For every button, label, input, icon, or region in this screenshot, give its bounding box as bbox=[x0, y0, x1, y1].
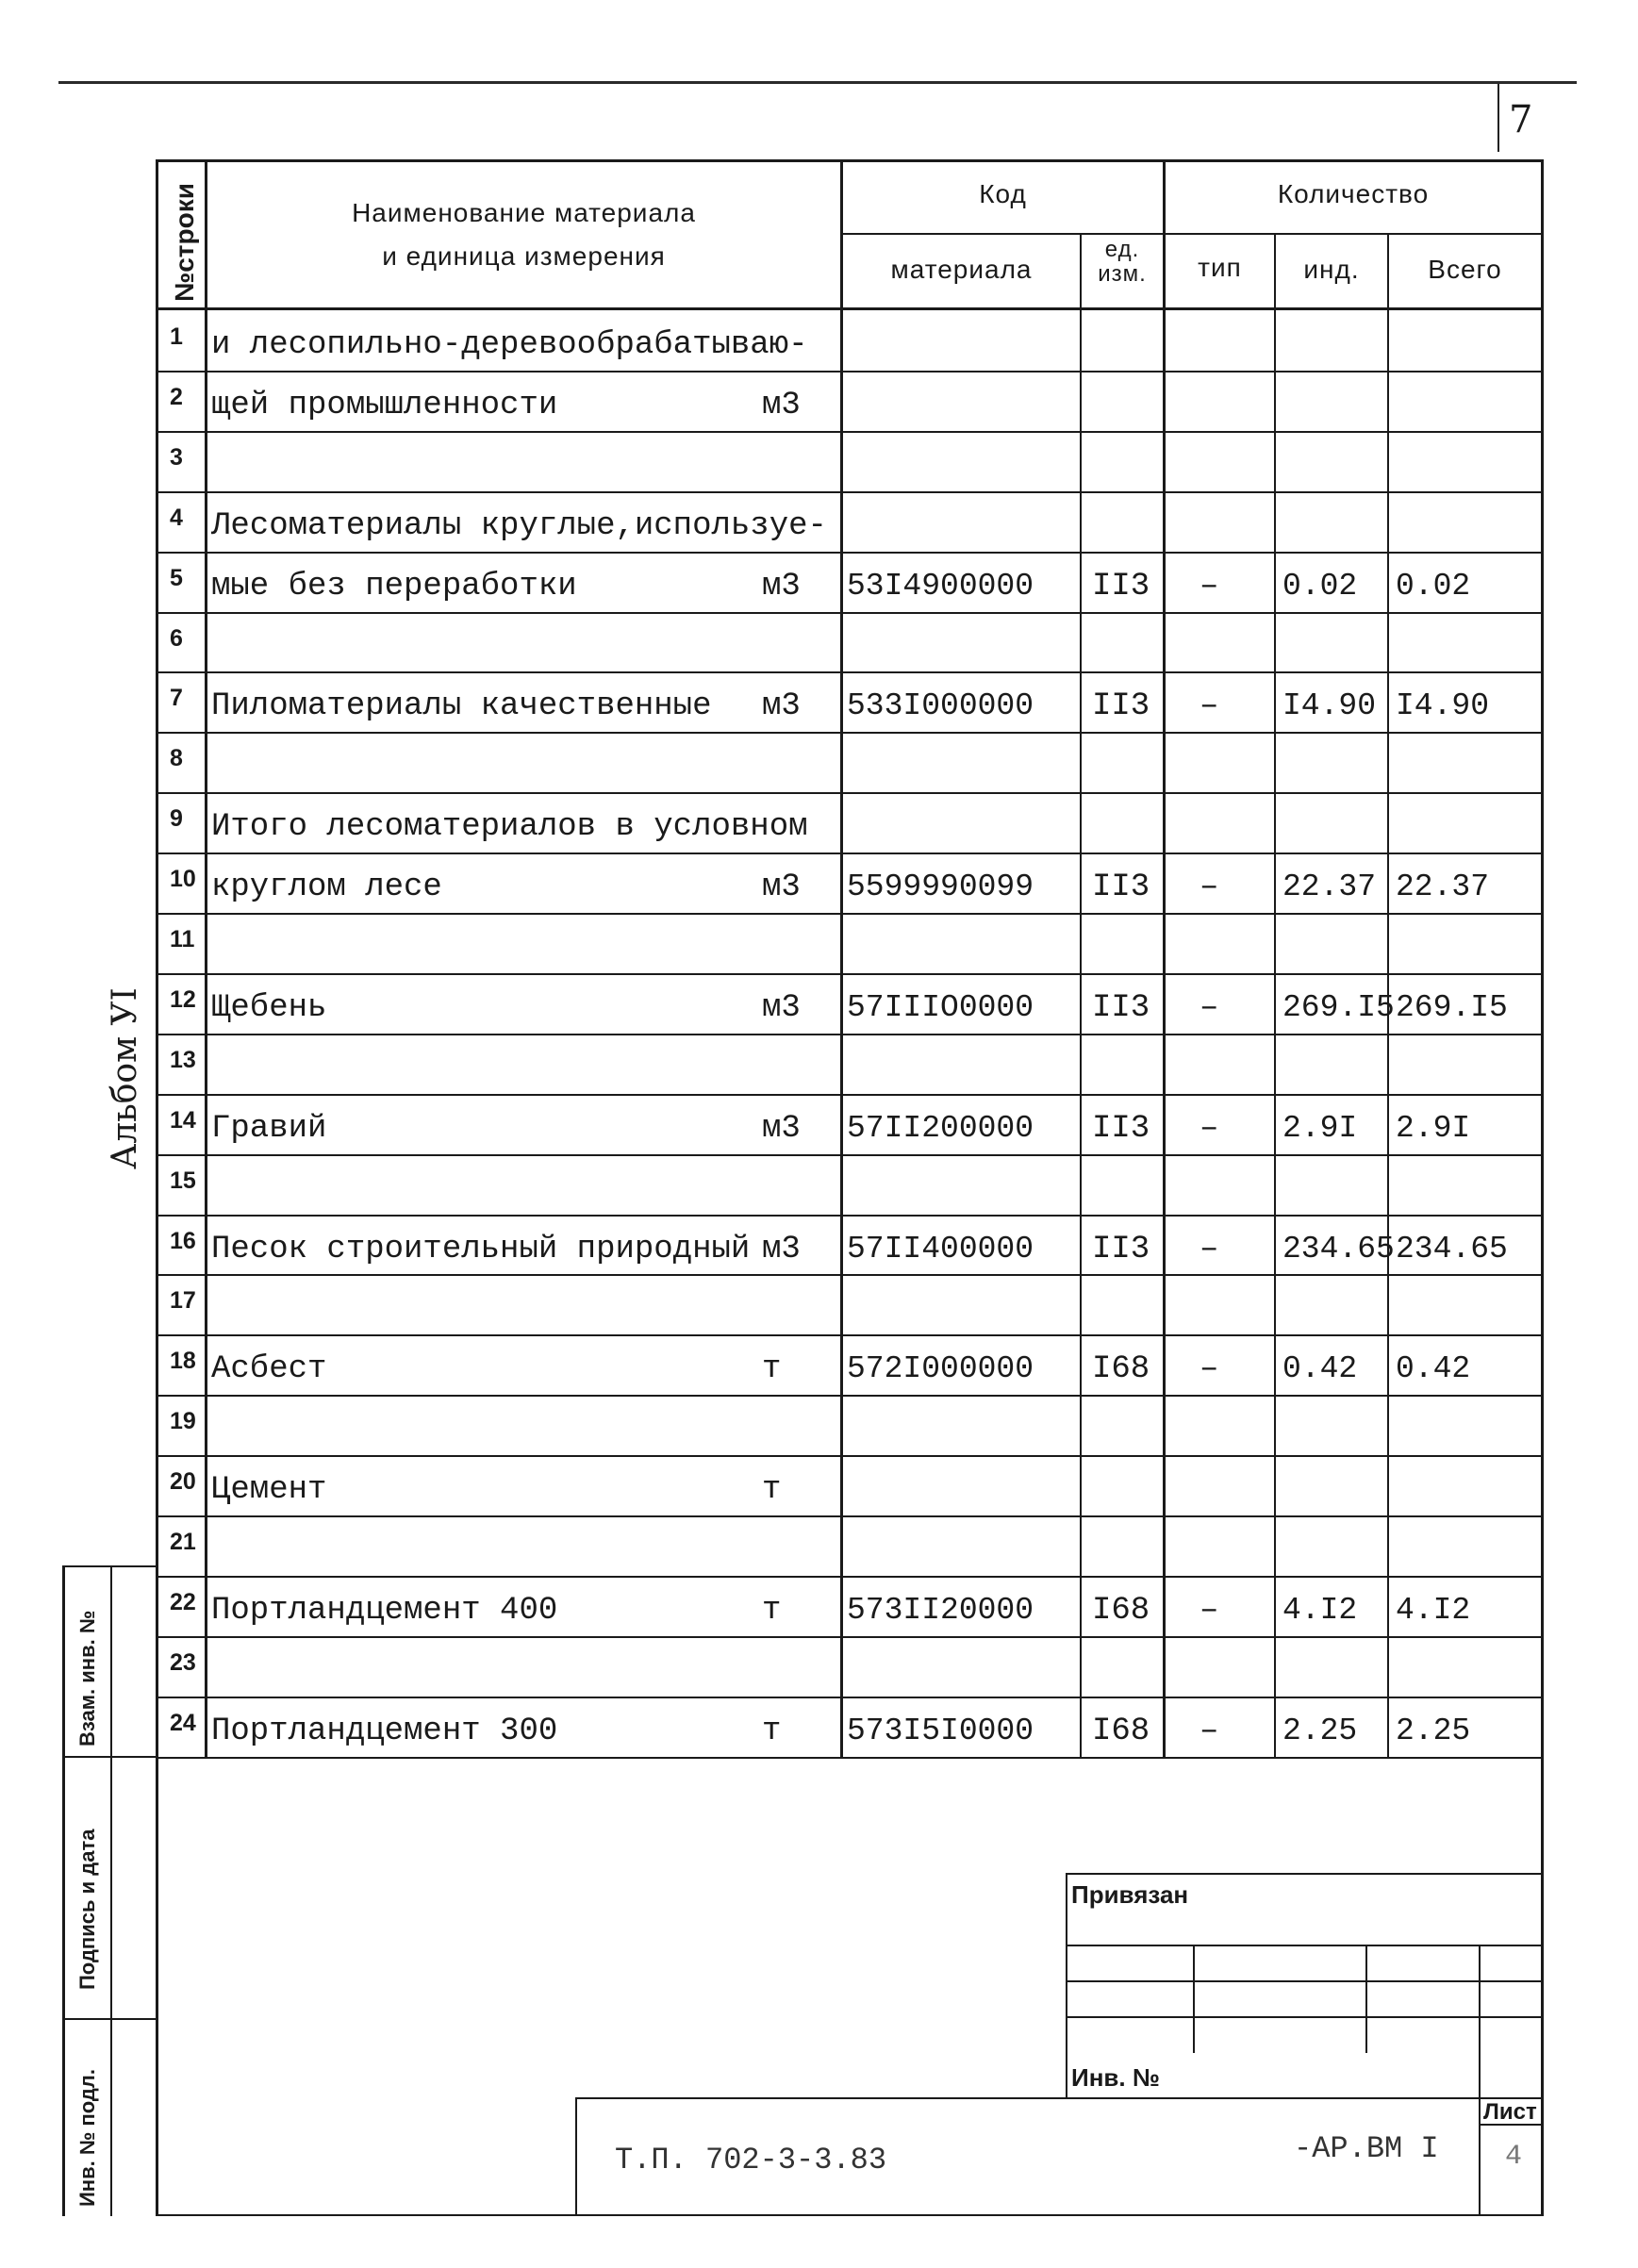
row-ind: 22.37 bbox=[1282, 869, 1377, 904]
tb-main-top bbox=[575, 2097, 1544, 2099]
stamp-line-2 bbox=[62, 2018, 157, 2020]
col-sep-name bbox=[840, 159, 843, 1758]
stamp-line-1 bbox=[62, 1756, 157, 1758]
row-name: Щебень bbox=[211, 990, 327, 1026]
row-line bbox=[156, 1636, 1544, 1638]
table-right-border bbox=[1541, 159, 1544, 1758]
frame-right-lower bbox=[1541, 1756, 1544, 2216]
row-type: – bbox=[1200, 688, 1219, 724]
row-unit-code: I68 bbox=[1092, 1351, 1150, 1387]
col-sep-code bbox=[1080, 233, 1082, 1758]
row-name: Асбест bbox=[211, 1351, 327, 1387]
tb-doc-code: Т.П. 702-3-3.83 bbox=[615, 2143, 887, 2177]
row-code: 57II400000 bbox=[847, 1232, 1034, 1266]
row-code: 53I4900000 bbox=[847, 569, 1034, 604]
row-code: 573II20000 bbox=[847, 1593, 1034, 1628]
row-line bbox=[156, 1515, 1544, 1517]
row-unit-code: II3 bbox=[1092, 869, 1150, 905]
album-label: Альбом УI bbox=[106, 987, 144, 1169]
row-name: Портландцемент 400 bbox=[211, 1593, 558, 1629]
row-unit-code: I68 bbox=[1092, 1713, 1150, 1749]
col-sep-type bbox=[1274, 233, 1276, 1758]
row-number: 1 bbox=[170, 323, 183, 350]
row-line bbox=[156, 431, 1544, 433]
header-bottom-border bbox=[156, 307, 1544, 310]
row-total: 269.I5 bbox=[1396, 990, 1508, 1025]
row-line bbox=[156, 612, 1544, 614]
top-rule bbox=[58, 81, 1577, 84]
row-unit-code: I68 bbox=[1092, 1593, 1150, 1629]
row-unit: т bbox=[762, 1593, 782, 1629]
row-number: 3 bbox=[170, 444, 183, 471]
tb-main-left bbox=[575, 2097, 577, 2214]
row-type: – bbox=[1200, 1593, 1219, 1629]
row-ind: 4.I2 bbox=[1282, 1593, 1358, 1628]
row-line bbox=[156, 671, 1544, 673]
stamp-podpis-data: Подпись и дата bbox=[75, 1829, 99, 1990]
stamp-vzam-inv: Взам. инв. № bbox=[75, 1610, 99, 1747]
row-code: 5599990099 bbox=[847, 869, 1034, 904]
tb-doc-suffix: -АР.ВМ I bbox=[1294, 2131, 1439, 2166]
row-name: мые без переработки bbox=[211, 569, 577, 604]
row-number: 20 bbox=[170, 1468, 196, 1495]
row-total: 0.42 bbox=[1396, 1351, 1471, 1386]
row-code: 533I000000 bbox=[847, 688, 1034, 723]
header-code: Код bbox=[979, 179, 1027, 208]
row-name: Лесоматериалы круглые,используе- bbox=[211, 508, 827, 544]
row-total: 0.02 bbox=[1396, 569, 1471, 604]
row-unit-code: II3 bbox=[1092, 1232, 1150, 1267]
row-unit: м3 bbox=[762, 1111, 801, 1147]
tb-line-4 bbox=[1066, 2016, 1544, 2018]
row-number: 4 bbox=[170, 505, 183, 531]
row-number: 15 bbox=[170, 1167, 196, 1194]
row-line bbox=[156, 732, 1544, 734]
row-name: Цемент bbox=[211, 1472, 327, 1508]
row-line bbox=[156, 552, 1544, 554]
row-line bbox=[156, 1455, 1544, 1457]
tb-privyazan: Привязан bbox=[1071, 1880, 1189, 1909]
row-name: Портландцемент 300 bbox=[211, 1713, 558, 1749]
tb-col-2 bbox=[1365, 1945, 1367, 2053]
row-number: 8 bbox=[170, 745, 183, 771]
row-line bbox=[156, 973, 1544, 975]
row-type: – bbox=[1200, 1351, 1219, 1387]
col-sep-rowno bbox=[205, 159, 207, 1758]
row-total: 22.37 bbox=[1396, 869, 1490, 904]
row-ind: 0.02 bbox=[1282, 569, 1358, 604]
tb-line-3 bbox=[1066, 1980, 1544, 1982]
row-line bbox=[156, 1154, 1544, 1156]
row-line bbox=[156, 1334, 1544, 1336]
row-number: 6 bbox=[170, 625, 183, 652]
header-ind: инд. bbox=[1303, 255, 1360, 284]
row-unit-code: II3 bbox=[1092, 1111, 1150, 1147]
frame-bottom bbox=[156, 2214, 1544, 2216]
row-ind: 269.I5 bbox=[1282, 990, 1395, 1025]
row-ind: I4.90 bbox=[1282, 688, 1377, 723]
row-total: 2.9I bbox=[1396, 1111, 1471, 1146]
row-total: 2.25 bbox=[1396, 1713, 1471, 1748]
row-line bbox=[156, 853, 1544, 854]
stamp-top-line bbox=[62, 1565, 157, 1567]
row-unit: м3 bbox=[762, 990, 801, 1026]
page-number: 7 bbox=[1509, 98, 1533, 141]
row-code: 572I000000 bbox=[847, 1351, 1034, 1386]
row-name: Итого лесоматериалов в условном bbox=[211, 809, 808, 845]
row-type: – bbox=[1200, 1111, 1219, 1147]
row-line bbox=[156, 1395, 1544, 1397]
table-top-border bbox=[156, 159, 1544, 162]
row-number: 16 bbox=[170, 1228, 196, 1254]
row-number: 12 bbox=[170, 986, 196, 1013]
tb-inv-no: Инв. № bbox=[1071, 2063, 1160, 2092]
row-number: 9 bbox=[170, 805, 183, 832]
row-type: – bbox=[1200, 869, 1219, 905]
row-number: 19 bbox=[170, 1408, 196, 1434]
row-unit: м3 bbox=[762, 388, 801, 423]
tb-line-top bbox=[1066, 1873, 1544, 1875]
row-number: 14 bbox=[170, 1107, 196, 1134]
row-unit: м3 bbox=[762, 869, 801, 905]
header-unit-line2: изм. bbox=[1098, 261, 1147, 287]
row-line bbox=[156, 792, 1544, 794]
row-number: 2 bbox=[170, 384, 183, 410]
row-line bbox=[156, 1757, 1544, 1759]
header-unit bbox=[1082, 238, 1163, 287]
row-name: щей промышленности bbox=[211, 388, 558, 423]
row-line bbox=[156, 491, 1544, 493]
header-name-line2: и единица измерения bbox=[382, 241, 666, 271]
row-number: 11 bbox=[170, 926, 195, 952]
row-type: – bbox=[1200, 569, 1219, 604]
row-number: 18 bbox=[170, 1348, 196, 1374]
row-number: 7 bbox=[170, 685, 183, 711]
row-line bbox=[156, 371, 1544, 372]
row-number: 21 bbox=[170, 1529, 196, 1555]
row-total: 234.65 bbox=[1396, 1232, 1508, 1266]
row-number: 22 bbox=[170, 1589, 196, 1615]
row-type: – bbox=[1200, 1232, 1219, 1267]
row-number: 13 bbox=[170, 1047, 196, 1073]
header-row-number: №строки bbox=[170, 183, 199, 302]
row-number: 24 bbox=[170, 1710, 196, 1736]
header-split-line bbox=[840, 233, 1544, 235]
row-unit: т bbox=[762, 1472, 782, 1508]
tb-sheet-label: Лист bbox=[1483, 2099, 1537, 2125]
row-name: Песок строительный природный bbox=[211, 1232, 751, 1267]
header-name-line1: Наименование материала bbox=[352, 198, 696, 227]
row-code: 57IIIO0000 bbox=[847, 990, 1034, 1025]
header-type: тип bbox=[1198, 253, 1242, 282]
row-line bbox=[156, 1034, 1544, 1035]
row-name: круглом лесе bbox=[211, 869, 442, 905]
row-unit: м3 bbox=[762, 569, 801, 604]
row-unit-code: II3 bbox=[1092, 990, 1150, 1026]
row-unit-code: II3 bbox=[1092, 688, 1150, 724]
row-ind: 2.25 bbox=[1282, 1713, 1358, 1748]
frame-left-lower bbox=[156, 1756, 158, 2216]
stamp-inv-podl: Инв. № подл. bbox=[75, 2069, 99, 2207]
tb-line-2 bbox=[1066, 1945, 1544, 1946]
row-code: 573I5I0000 bbox=[847, 1713, 1034, 1748]
row-unit: т bbox=[762, 1351, 782, 1387]
row-line bbox=[156, 913, 1544, 915]
row-total: 4.I2 bbox=[1396, 1593, 1471, 1628]
stamp-inner-line bbox=[110, 1565, 112, 2216]
row-total: I4.90 bbox=[1396, 688, 1490, 723]
header-total: Всего bbox=[1428, 255, 1502, 284]
row-name: Пиломатериалы качественные bbox=[211, 688, 712, 724]
row-name: Гравий bbox=[211, 1111, 327, 1147]
table-left-border bbox=[156, 159, 158, 1758]
row-number: 5 bbox=[170, 565, 183, 591]
row-number: 17 bbox=[170, 1287, 196, 1314]
row-ind: 234.65 bbox=[1282, 1232, 1395, 1266]
row-unit-code: II3 bbox=[1092, 569, 1150, 604]
row-line bbox=[156, 1094, 1544, 1096]
row-ind: 2.9I bbox=[1282, 1111, 1358, 1146]
col-sep-unit bbox=[1163, 159, 1166, 1758]
tb-col-1 bbox=[1193, 1945, 1195, 2053]
row-unit: т bbox=[762, 1713, 782, 1749]
tb-left bbox=[1066, 1873, 1067, 2099]
row-unit: м3 bbox=[762, 688, 801, 724]
row-number: 23 bbox=[170, 1649, 196, 1676]
header-unit-line1: ед. bbox=[1104, 237, 1140, 262]
stamp-left-border bbox=[62, 1565, 65, 2216]
tb-sheet-value: 4 bbox=[1505, 2141, 1523, 2173]
row-name: и лесопильно-деревообрабатываю- bbox=[211, 327, 808, 363]
row-type: – bbox=[1200, 990, 1219, 1026]
row-line bbox=[156, 1215, 1544, 1217]
header-quantity: Количество bbox=[1277, 179, 1430, 208]
row-ind: 0.42 bbox=[1282, 1351, 1358, 1386]
row-type: – bbox=[1200, 1713, 1219, 1749]
row-line bbox=[156, 1274, 1544, 1276]
row-line bbox=[156, 1697, 1544, 1698]
header-material: материала bbox=[890, 255, 1033, 284]
row-unit: м3 bbox=[762, 1232, 801, 1267]
row-code: 57II200000 bbox=[847, 1111, 1034, 1146]
row-number: 10 bbox=[170, 866, 196, 892]
tb-col-3 bbox=[1479, 1945, 1481, 2214]
row-line bbox=[156, 1576, 1544, 1578]
